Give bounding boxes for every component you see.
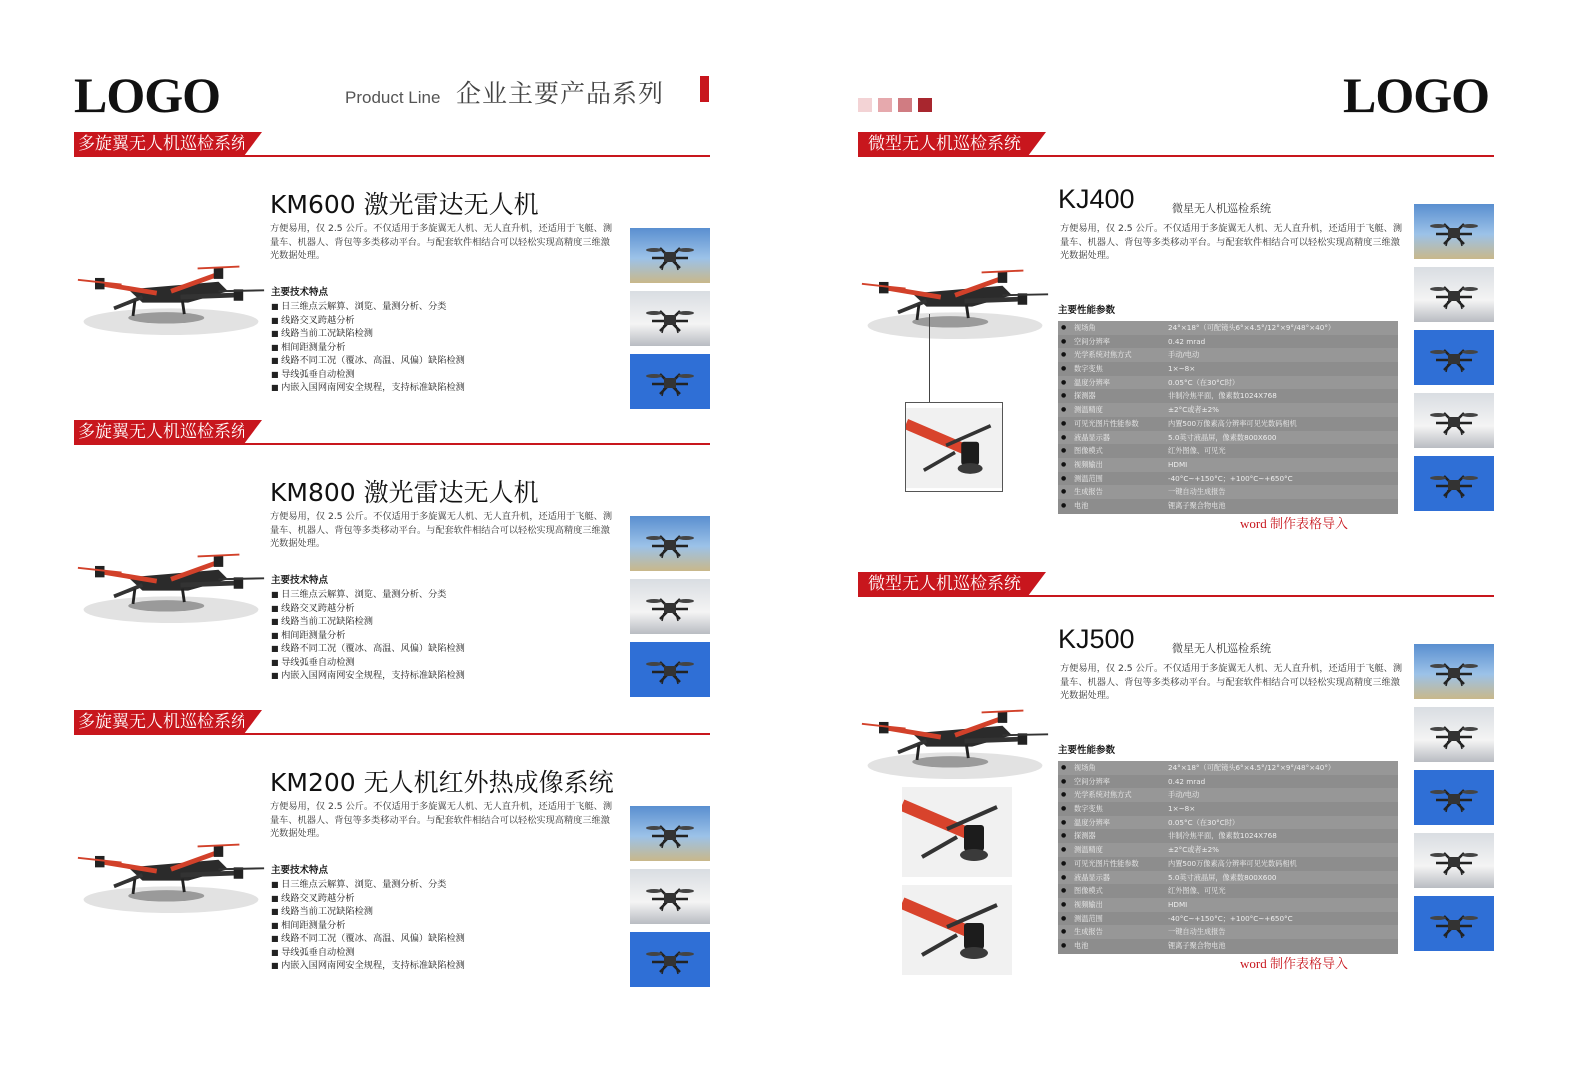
spec-table	[1058, 761, 1398, 954]
spec-key: ● 图像模式	[1074, 446, 1103, 456]
feature-item: ■ 线路当前工况缺陷检测	[271, 327, 601, 341]
product-thumbnail	[630, 806, 710, 861]
product-thumbnail	[1414, 707, 1494, 762]
section-tab: 多旋翼无人机巡检系统	[74, 132, 244, 156]
product-thumbnail	[1414, 896, 1494, 951]
drone-image	[76, 540, 266, 628]
spec-key: ● 生成报告	[1074, 927, 1103, 937]
spec-key: ● 液晶显示器	[1074, 432, 1110, 442]
feature-item: ■ 导线弧垂自动检测	[271, 656, 601, 670]
feature-item: ■ 日三维点云解算、浏览、量测分析、分类	[271, 878, 601, 892]
product-title: KM800 激光雷达无人机	[270, 478, 539, 507]
product-description: 方便易用，仅 2.5 公斤。不仅适用于多旋翼无人机、无人直升机，还适用于飞艇、测量车、机器人、背包等多类移动平台。与配套软件相结合可以轻松实现高精度三维激光数据处理。	[270, 801, 613, 839]
spec-row	[1058, 884, 1398, 898]
product-thumbnail	[630, 932, 710, 987]
logo-left: LOGO	[74, 67, 221, 123]
feature-item: ■ 相间距测量分析	[271, 629, 601, 643]
section-tab: 多旋翼无人机巡检系统	[74, 710, 244, 734]
spec-key: ● 数字变焦	[1074, 364, 1103, 374]
feature-item: ■ 线路不同工况（覆冰、高温、风偏）缺陷检测	[271, 642, 601, 656]
product-thumbnail	[1414, 267, 1494, 322]
feature-item: ■ 线路交叉跨越分析	[271, 602, 601, 616]
drone-image	[76, 830, 266, 918]
features-list	[271, 878, 601, 973]
features-heading: 主要技术特点	[271, 287, 329, 298]
product-thumbnail	[630, 869, 710, 924]
spec-row	[1058, 376, 1398, 390]
spec-value: 非制冷焦平面，像素数1024X768	[1168, 831, 1277, 841]
params-heading: 主要性能参数	[1058, 305, 1116, 316]
feature-item: ■ 线路当前工况缺陷检测	[271, 905, 601, 919]
spec-key: ● 探测器	[1074, 831, 1096, 841]
product-description: 方便易用，仅 2.5 公斤。不仅适用于多旋翼无人机、无人直升机，还适用于飞艇、测量车、机器人、背包等多类移动平台。与配套软件相结合可以轻松实现高精度三维激光数据处理。	[270, 223, 613, 261]
spec-key: ● 视场角	[1074, 763, 1096, 772]
spec-value: 0.05°C（在30°C时）	[1168, 377, 1240, 387]
spec-row	[1058, 362, 1398, 376]
spec-key: ● 图像模式	[1074, 886, 1103, 896]
spec-key: ● 电池	[1074, 940, 1089, 950]
spec-key: ● 光学系统对焦方式	[1074, 790, 1132, 800]
spec-key: ● 测温精度	[1074, 405, 1103, 415]
product-thumbnail	[630, 642, 710, 697]
spec-value: 一键自动生成报告	[1168, 487, 1226, 497]
product-thumbnail	[1414, 644, 1494, 699]
product-thumbnail	[630, 291, 710, 346]
product-line-en: Product Line	[345, 88, 441, 107]
spec-value: 锂离子聚合物电池	[1168, 940, 1226, 950]
spec-row	[1058, 843, 1398, 857]
color-squares	[858, 98, 932, 112]
product-thumbnail	[630, 579, 710, 634]
feature-item: ■ 导线弧垂自动检测	[271, 368, 601, 382]
product-subtitle: 微星无人机巡检系统	[1172, 202, 1271, 215]
import-note: word 制作表格导入	[1240, 516, 1348, 531]
color-square	[898, 98, 912, 112]
spec-key: ● 可见光图片性能参数	[1074, 418, 1139, 428]
spec-key: ● 测温精度	[1074, 845, 1103, 855]
product-thumbnail	[630, 228, 710, 283]
spec-value: ±2°C或者±2%	[1168, 845, 1220, 855]
spec-row	[1058, 761, 1398, 775]
spec-value: 1×~8×	[1168, 364, 1196, 374]
spec-key: ● 数字变焦	[1074, 804, 1103, 814]
drone-image	[860, 256, 1050, 344]
spec-value: HDMI	[1168, 899, 1188, 909]
spec-value: HDMI	[1168, 459, 1188, 469]
color-square	[918, 98, 932, 112]
spec-key: ● 温度分辨率	[1074, 817, 1110, 827]
drone-image	[76, 252, 266, 340]
spec-row	[1058, 417, 1398, 431]
feature-item: ■ 线路交叉跨越分析	[271, 892, 601, 906]
feature-item: ■ 线路交叉跨越分析	[271, 314, 601, 328]
spec-row	[1058, 939, 1398, 953]
feature-item: ■ 导线弧垂自动检测	[271, 946, 601, 960]
spec-key: ● 视场角	[1074, 323, 1096, 332]
spec-value: 0.05°C（在30°C时）	[1168, 817, 1240, 827]
product-title: KJ400	[1058, 184, 1135, 214]
feature-item: ■ 线路当前工况缺陷检测	[271, 615, 601, 629]
spec-row	[1058, 321, 1398, 335]
spec-row	[1058, 472, 1398, 486]
spec-row	[1058, 335, 1398, 349]
spec-row	[1058, 485, 1398, 499]
color-square	[878, 98, 892, 112]
product-thumbnail	[1414, 770, 1494, 825]
spec-row	[1058, 871, 1398, 885]
spec-row	[1058, 829, 1398, 843]
spec-value: 24°×18°（可配镜头6°×4.5°/12°×9°/48°×40°）	[1168, 323, 1336, 332]
product-subtitle: 微星无人机巡检系统	[1172, 642, 1271, 655]
product-title: KJ500	[1058, 624, 1135, 654]
spec-value: 内置500万像素高分辨率可见光数码相机	[1168, 418, 1297, 428]
product-thumbnail	[1414, 833, 1494, 888]
feature-item: ■ 日三维点云解算、浏览、量测分析、分类	[271, 588, 601, 602]
spec-key: ● 探测器	[1074, 391, 1096, 401]
product-thumbnail	[1414, 456, 1494, 511]
spec-row	[1058, 925, 1398, 939]
spec-row	[1058, 802, 1398, 816]
product-thumbnail	[630, 354, 710, 409]
feature-item: ■ 内嵌入国网南网安全规程，支持标准缺陷检测	[271, 381, 601, 395]
spec-table	[1058, 321, 1398, 514]
spec-row	[1058, 775, 1398, 789]
product-thumbnail	[630, 516, 710, 571]
spec-value: 0.42 mrad	[1168, 336, 1206, 346]
spec-key: ● 光学系统对焦方式	[1074, 350, 1132, 360]
feature-item: ■ 日三维点云解算、浏览、量测分析、分类	[271, 300, 601, 314]
spec-row	[1058, 898, 1398, 912]
zoom-detail-image	[905, 402, 1003, 492]
spec-row	[1058, 444, 1398, 458]
spec-value: 5.0英寸液晶屏，像素数800X600	[1168, 872, 1277, 882]
spec-value: -40°C~+150°C；+100°C~+650°C	[1168, 913, 1293, 923]
feature-item: ■ 内嵌入国网南网安全规程，支持标准缺陷检测	[271, 959, 601, 973]
product-line-cn: 企业主要产品系列	[456, 79, 665, 108]
spec-row	[1058, 403, 1398, 417]
spec-value: 手动/电动	[1168, 350, 1200, 360]
feature-item: ■ 相间距测量分析	[271, 919, 601, 933]
spec-row	[1058, 348, 1398, 362]
import-note: word 制作表格导入	[1240, 956, 1348, 971]
spec-row	[1058, 499, 1398, 513]
spec-key: ● 空间分辨率	[1074, 776, 1110, 786]
spec-key: ● 温度分辨率	[1074, 377, 1110, 387]
product-thumbnail	[1414, 393, 1494, 448]
spec-value: 非制冷焦平面，像素数1024X768	[1168, 391, 1277, 401]
callout-line	[929, 314, 930, 402]
features-heading: 主要技术特点	[271, 575, 329, 586]
section-tab: 微型无人机巡检系统	[858, 572, 1028, 596]
features-heading: 主要技术特点	[271, 865, 329, 876]
spec-value: 1×~8×	[1168, 804, 1196, 814]
product-description: 方便易用，仅 2.5 公斤。不仅适用于多旋翼无人机、无人直升机，还适用于飞艇、测量车、机器人、背包等多类移动平台。与配套软件相结合可以轻松实现高精度三维激光数据处理。	[1060, 223, 1403, 261]
arm-detail-image	[902, 885, 1012, 975]
spec-value: -40°C~+150°C；+100°C~+650°C	[1168, 473, 1293, 483]
header-accent-bar	[700, 76, 709, 102]
logo-right: LOGO	[1343, 67, 1490, 123]
spec-key: ● 电池	[1074, 500, 1089, 510]
feature-item: ■ 线路不同工况（覆冰、高温、风偏）缺陷检测	[271, 932, 601, 946]
spec-key: ● 视频输出	[1074, 899, 1103, 909]
spec-row	[1058, 788, 1398, 802]
spec-key: ● 液晶显示器	[1074, 872, 1110, 882]
spec-row	[1058, 857, 1398, 871]
spec-row	[1058, 816, 1398, 830]
product-title: KM600 激光雷达无人机	[270, 190, 539, 219]
features-list	[271, 588, 601, 683]
spec-row	[1058, 431, 1398, 445]
product-description: 方便易用，仅 2.5 公斤。不仅适用于多旋翼无人机、无人直升机，还适用于飞艇、测量车、机器人、背包等多类移动平台。与配套软件相结合可以轻松实现高精度三维激光数据处理。	[270, 511, 613, 549]
spec-value: ±2°C或者±2%	[1168, 405, 1220, 415]
spec-value: 24°×18°（可配镜头6°×4.5°/12°×9°/48°×40°）	[1168, 763, 1336, 772]
feature-item: ■ 相间距测量分析	[271, 341, 601, 355]
spec-key: ● 测温范围	[1074, 473, 1103, 483]
spec-row	[1058, 458, 1398, 472]
spec-value: 锂离子聚合物电池	[1168, 500, 1226, 510]
product-thumbnail	[1414, 204, 1494, 259]
spec-value: 一键自动生成报告	[1168, 927, 1226, 937]
spec-value: 0.42 mrad	[1168, 776, 1206, 786]
product-title: KM200 无人机红外热成像系统	[270, 768, 614, 797]
product-description: 方便易用，仅 2.5 公斤。不仅适用于多旋翼无人机、无人直升机，还适用于飞艇、测量车、机器人、背包等多类移动平台。与配套软件相结合可以轻松实现高精度三维激光数据处理。	[1060, 663, 1403, 701]
features-list	[271, 300, 601, 395]
feature-item: ■ 线路不同工况（覆冰、高温、风偏）缺陷检测	[271, 354, 601, 368]
params-heading: 主要性能参数	[1058, 745, 1116, 756]
product-thumbnail	[1414, 330, 1494, 385]
spec-key: ● 生成报告	[1074, 487, 1103, 497]
spec-row	[1058, 389, 1398, 403]
spec-row	[1058, 912, 1398, 926]
spec-key: ● 测温范围	[1074, 913, 1103, 923]
color-square	[858, 98, 872, 112]
spec-value: 手动/电动	[1168, 790, 1200, 800]
spec-key: ● 可见光图片性能参数	[1074, 858, 1139, 868]
section-tab: 微型无人机巡检系统	[858, 132, 1028, 156]
feature-item: ■ 内嵌入国网南网安全规程，支持标准缺陷检测	[271, 669, 601, 683]
arm-detail-image	[902, 787, 1012, 877]
spec-value: 红外图像、可见光	[1168, 446, 1226, 456]
section-tab: 多旋翼无人机巡检系统	[74, 420, 244, 444]
spec-key: ● 空间分辨率	[1074, 336, 1110, 346]
spec-value: 红外图像、可见光	[1168, 886, 1226, 896]
spec-value: 5.0英寸液晶屏，像素数800X600	[1168, 432, 1277, 442]
spec-key: ● 视频输出	[1074, 459, 1103, 469]
drone-image	[860, 696, 1050, 784]
spec-value: 内置500万像素高分辨率可见光数码相机	[1168, 858, 1297, 868]
